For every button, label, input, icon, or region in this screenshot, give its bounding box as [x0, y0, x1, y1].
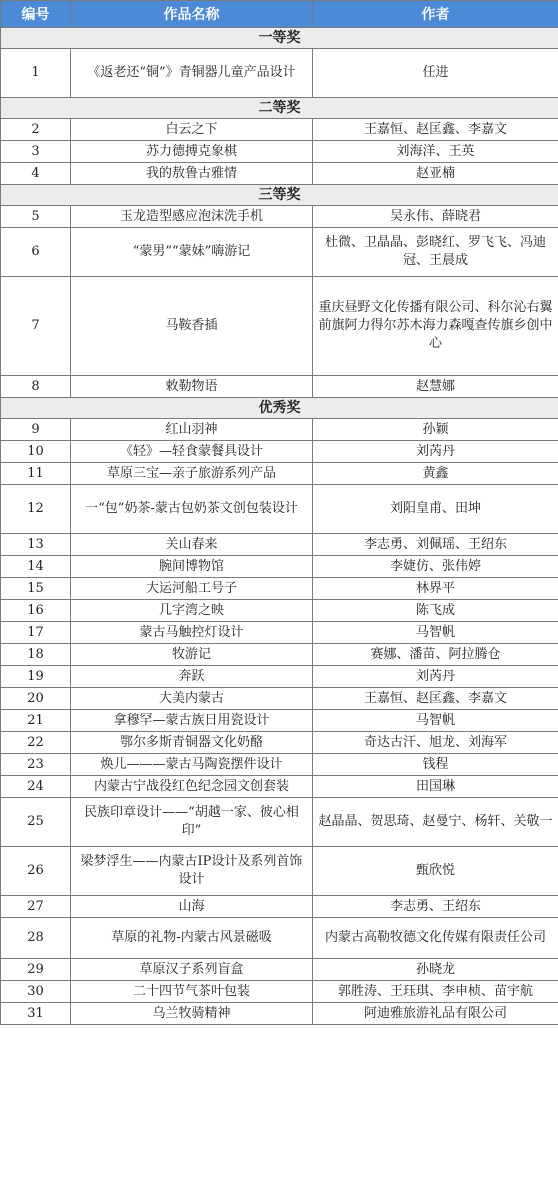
row-number: 19: [1, 666, 71, 688]
work-title: 《轻》—轻食蒙餐具设计: [71, 441, 313, 463]
work-author: 孙颖: [313, 419, 558, 441]
table-row: [1, 754, 558, 776]
table-row: [1, 896, 558, 918]
row-number: 21: [1, 710, 71, 732]
work-title: 鄂尔多斯青铜器文化奶酪: [71, 732, 313, 754]
work-author: 田国琳: [313, 776, 558, 798]
work-author: 杜微、卫晶晶、彭晓红、罗飞飞、冯迪冠、王晨成: [313, 228, 558, 277]
table-row: [1, 376, 558, 398]
work-author: 刘芮丹: [313, 441, 558, 463]
section-label: 三等奖: [1, 185, 558, 206]
work-author: 王嘉恒、赵匡鑫、李嘉文: [313, 688, 558, 710]
work-title: 腕间博物馆: [71, 556, 313, 578]
table-row: [1, 798, 558, 847]
work-title: 草原汉子系列盲盒: [71, 959, 313, 981]
table-row: [1, 710, 558, 732]
header-author: 作者: [313, 1, 558, 28]
table-row: [1, 688, 558, 710]
work-author: 任进: [313, 49, 558, 98]
work-title: 大美内蒙古: [71, 688, 313, 710]
section-first-prize: [1, 28, 558, 49]
row-number: 28: [1, 918, 71, 959]
work-title: 马鞍香插: [71, 277, 313, 376]
work-author: 李婕仿、张伟婷: [313, 556, 558, 578]
work-title: 一“包”奶茶-蒙古包奶茶文创包装设计: [71, 485, 313, 534]
row-number: 17: [1, 622, 71, 644]
work-title: 玉龙造型感应泡沫洗手机: [71, 206, 313, 228]
row-number: 11: [1, 463, 71, 485]
work-author: 钱程: [313, 754, 558, 776]
table-row: [1, 847, 558, 896]
work-author: 黄鑫: [313, 463, 558, 485]
work-title: 二十四节气茶叶包装: [71, 981, 313, 1003]
table-row: [1, 419, 558, 441]
row-number: 13: [1, 534, 71, 556]
section-third-prize: [1, 185, 558, 206]
work-title: 大运河船工号子: [71, 578, 313, 600]
work-author: 刘海洋、王英: [313, 141, 558, 163]
header-number: 编号: [1, 1, 71, 28]
table-row: [1, 485, 558, 534]
work-title: 乌兰牧骑精神: [71, 1003, 313, 1025]
section-excellence-prize: [1, 398, 558, 419]
table-row: [1, 622, 558, 644]
work-author: 李志勇、刘佩瑶、王绍东: [313, 534, 558, 556]
work-title: 红山羽神: [71, 419, 313, 441]
table-row: [1, 556, 558, 578]
work-title: “蒙男”“蒙妹”嗨游记: [71, 228, 313, 277]
row-number: 6: [1, 228, 71, 277]
row-number: 31: [1, 1003, 71, 1025]
section-second-prize: [1, 98, 558, 119]
row-number: 29: [1, 959, 71, 981]
work-title: 牧游记: [71, 644, 313, 666]
work-title: 我的敖鲁古雅情: [71, 163, 313, 185]
table-row: [1, 463, 558, 485]
table-row: [1, 163, 558, 185]
work-author: 刘阳皇甫、田坤: [313, 485, 558, 534]
row-number: 2: [1, 119, 71, 141]
work-title: 白云之下: [71, 119, 313, 141]
table-row: [1, 1003, 558, 1025]
work-author: 赵慧娜: [313, 376, 558, 398]
table-row: [1, 206, 558, 228]
work-author: 甄欣悦: [313, 847, 558, 896]
table-row: [1, 918, 558, 959]
work-title: 几字湾之映: [71, 600, 313, 622]
table-row: [1, 666, 558, 688]
row-number: 5: [1, 206, 71, 228]
table-row: [1, 228, 558, 277]
header-title: 作品名称: [71, 1, 313, 28]
work-author: 内蒙古高勒牧德文化传媒有限责任公司: [313, 918, 558, 959]
work-title: 蒙古马触控灯设计: [71, 622, 313, 644]
table-row: [1, 277, 558, 376]
row-number: 7: [1, 277, 71, 376]
work-author: 赵晶晶、贺思琦、赵曼宁、杨轩、关敬一: [313, 798, 558, 847]
work-title: 奔跃: [71, 666, 313, 688]
work-title: 敕勒物语: [71, 376, 313, 398]
table-row: [1, 49, 558, 98]
table-row: [1, 600, 558, 622]
work-title: 草原三宝—亲子旅游系列产品: [71, 463, 313, 485]
table-row: [1, 981, 558, 1003]
work-author: 赵亚楠: [313, 163, 558, 185]
work-author: 阿迪雅旅游礼品有限公司: [313, 1003, 558, 1025]
row-number: 30: [1, 981, 71, 1003]
work-author: 林界平: [313, 578, 558, 600]
row-number: 14: [1, 556, 71, 578]
row-number: 8: [1, 376, 71, 398]
work-author: 孙晓龙: [313, 959, 558, 981]
work-title: 民族印章设计——“胡越一家、彼心相印”: [71, 798, 313, 847]
work-author: 奇达古汗、旭龙、刘海军: [313, 732, 558, 754]
row-number: 25: [1, 798, 71, 847]
row-number: 15: [1, 578, 71, 600]
work-author: 郭胜涛、王珏琪、李申桢、苗宇航: [313, 981, 558, 1003]
row-number: 10: [1, 441, 71, 463]
row-number: 9: [1, 419, 71, 441]
work-author: 吴永伟、薛晓君: [313, 206, 558, 228]
table-row: [1, 534, 558, 556]
table-row: [1, 119, 558, 141]
table-row: [1, 732, 558, 754]
row-number: 22: [1, 732, 71, 754]
row-number: 23: [1, 754, 71, 776]
work-author: 陈飞成: [313, 600, 558, 622]
work-author: 重庆昼野文化传播有限公司、科尔沁右翼前旗阿力得尔苏木海力森嘎查传旗乡创中心: [313, 277, 558, 376]
table-row: [1, 141, 558, 163]
table-row: [1, 959, 558, 981]
row-number: 12: [1, 485, 71, 534]
section-label: 一等奖: [1, 28, 558, 49]
work-author: 马智帆: [313, 710, 558, 732]
work-title: 焕儿———蒙古马陶瓷摆件设计: [71, 754, 313, 776]
work-title: 《返老还“铜”》青铜器儿童产品设计: [71, 49, 313, 98]
row-number: 18: [1, 644, 71, 666]
work-author: 赛娜、潘苗、阿拉腾仓: [313, 644, 558, 666]
work-title: 拿穆罕—蒙古族日用瓷设计: [71, 710, 313, 732]
table-row: [1, 644, 558, 666]
work-title: 关山春来: [71, 534, 313, 556]
row-number: 24: [1, 776, 71, 798]
work-title: 梁梦浮生——内蒙古IP设计及系列首饰设计: [71, 847, 313, 896]
work-author: 马智帆: [313, 622, 558, 644]
section-label: 二等奖: [1, 98, 558, 119]
work-author: 刘芮丹: [313, 666, 558, 688]
work-title: 草原的礼物-内蒙古风景磁吸: [71, 918, 313, 959]
table-row: [1, 578, 558, 600]
section-label: 优秀奖: [1, 398, 558, 419]
work-title: 苏力德搏克象棋: [71, 141, 313, 163]
work-title: 内蒙古宁战役红色纪念园文创套装: [71, 776, 313, 798]
work-title: 山海: [71, 896, 313, 918]
work-author: 李志勇、王绍东: [313, 896, 558, 918]
row-number: 27: [1, 896, 71, 918]
table-row: [1, 776, 558, 798]
row-number: 4: [1, 163, 71, 185]
row-number: 26: [1, 847, 71, 896]
row-number: 20: [1, 688, 71, 710]
row-number: 3: [1, 141, 71, 163]
table-row: [1, 441, 558, 463]
header-row: [1, 1, 558, 28]
work-author: 王嘉恒、赵匡鑫、李嘉文: [313, 119, 558, 141]
row-number: 1: [1, 49, 71, 98]
row-number: 16: [1, 600, 71, 622]
